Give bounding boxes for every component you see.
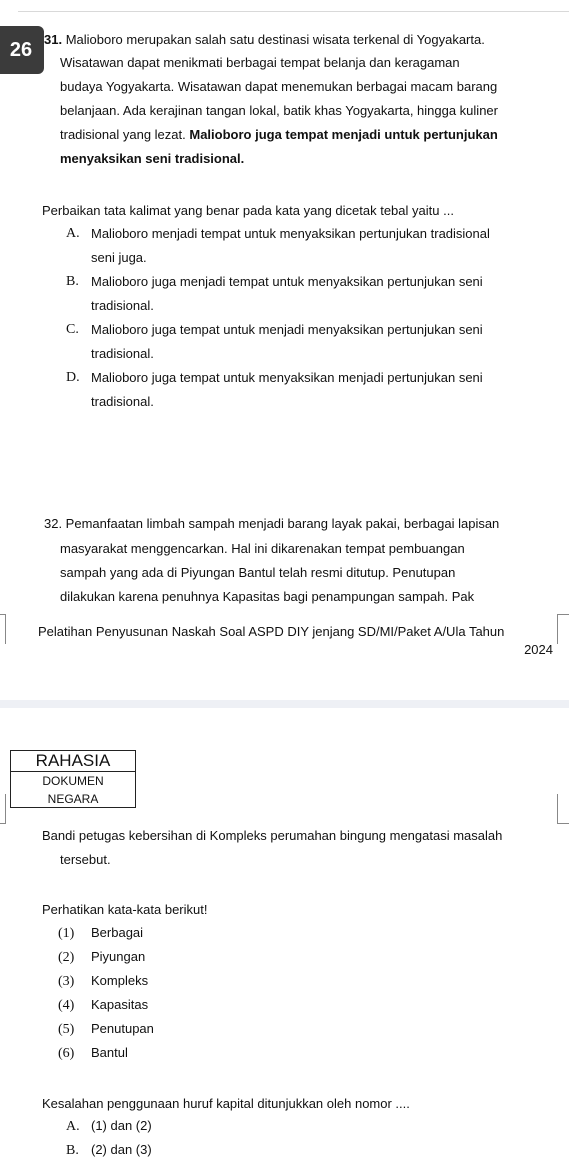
word-item-1 — [58, 925, 143, 942]
word-text: Bantul — [91, 1045, 128, 1060]
q31-text-5: tradisional yang lezat. — [60, 127, 186, 142]
word-number: (4) — [58, 998, 75, 1013]
option-letter: D. — [66, 370, 80, 385]
word-item-4 — [58, 997, 148, 1014]
crop-mark-left — [0, 614, 6, 644]
word-item-2 — [58, 949, 145, 966]
option-text-1: Malioboro juga tempat untuk menjadi menyaksikan pertunjukan seni — [91, 322, 483, 337]
crop-mark-right-bottom — [557, 794, 569, 824]
page-number-badge: 26 — [0, 26, 44, 74]
option-text-2: seni juga. — [91, 250, 147, 265]
option-text-1: Malioboro juga tempat untuk menyaksikan menjadi pertunjukan seni — [91, 370, 483, 385]
option-text: (1) dan (2) — [91, 1118, 152, 1133]
footer-year: 2024 — [524, 642, 553, 657]
option-letter: C. — [66, 322, 79, 337]
word-number: (5) — [58, 1022, 75, 1037]
top-divider — [18, 11, 569, 12]
q31-line-4: belanjaan. Ada kerajinan tangan lokal, batik khas Yogyakarta, hingga kuliner — [60, 103, 498, 118]
page-footer: Pelatihan Penyusunan Naskah Soal ASPD DIY jenjang SD/MI/Paket A/Ula Tahun — [38, 624, 505, 639]
option-letter: B. — [66, 274, 79, 289]
option-letter: B. — [66, 1143, 79, 1158]
option-text-2: tradisional. — [91, 298, 154, 313]
option-text-1: Malioboro juga menjadi tempat untuk menyaksikan pertunjukan seni — [91, 274, 483, 289]
word-item-6 — [58, 1045, 128, 1062]
option-letter: A. — [66, 1119, 80, 1134]
word-text: Penutupan — [91, 1021, 154, 1036]
option-text-1: Malioboro menjadi tempat untuk menyaksikan pertunjukan tradisional — [91, 226, 490, 241]
word-item-3 — [58, 973, 148, 990]
word-number: (2) — [58, 950, 75, 965]
crop-mark-left-bottom — [0, 794, 6, 824]
q31-line-5 — [60, 128, 498, 141]
option-text: (2) dan (3) — [91, 1142, 152, 1157]
word-text: Berbagai — [91, 925, 144, 940]
q32-option-b[interactable] — [66, 1142, 152, 1159]
q32-line-4: dilakukan karena penuhnya Kapasitas bagi penampungan sampah. Pak — [60, 589, 475, 604]
crop-mark-right — [557, 614, 569, 644]
q32-line-2: masyarakat menggencarkan. Hal ini dikarenakan tempat pembuangan — [60, 541, 465, 556]
option-text-2: tradisional. — [91, 346, 154, 361]
stamp-line-1: RAHASIA — [11, 751, 135, 772]
q32-question: Kesalahan penggunaan huruf kapital ditunjukkan oleh nomor .... — [42, 1096, 410, 1111]
option-letter: A. — [66, 226, 80, 241]
classification-stamp — [10, 750, 136, 808]
q32-option-a[interactable] — [66, 1118, 152, 1135]
q32-cont-line-1: Bandi petugas kebersihan di Kompleks perumahan bingung mengatasi masalah — [42, 828, 503, 843]
q32-prompt: Perhatikan kata-kata berikut! — [42, 902, 208, 917]
option-text-2: tradisional. — [91, 394, 154, 409]
stamp-line-3: NEGARA — [47, 792, 99, 806]
q31-line-3: budaya Yogyakarta. Wisatawan dapat menemukan berbagai macam barang — [60, 79, 498, 94]
q31-bold-last: menyaksikan seni tradisional. — [60, 151, 245, 166]
q32-line-1: 32. Pemanfaatan limbah sampah menjadi barang layak pakai, berbagai lapisan — [44, 516, 500, 531]
q31-number: 31. — [44, 32, 63, 47]
q32-cont-line-2: tersebut. — [60, 852, 111, 867]
word-number: (6) — [58, 1046, 75, 1061]
stamp-line-2: DOKUMEN — [42, 774, 104, 788]
q32-line-3: sampah yang ada di Piyungan Bantul telah resmi ditutup. Penutupan — [60, 565, 456, 580]
word-text: Kapasitas — [91, 997, 149, 1012]
word-number: (3) — [58, 974, 75, 989]
word-item-5 — [58, 1021, 154, 1038]
q31-line-2: Wisatawan dapat menikmati berbagai tempat belanja dan keragaman — [60, 55, 460, 70]
word-text: Kompleks — [91, 973, 149, 988]
q31-bold-inline: Malioboro juga tempat menjadi untuk pertunjukan — [189, 127, 498, 142]
word-text: Piyungan — [91, 949, 146, 964]
word-number: (1) — [58, 926, 75, 941]
page-break — [0, 700, 569, 708]
q31-prompt: Perbaikan tata kalimat yang benar pada kata yang dicetak tebal yaitu ... — [42, 203, 454, 218]
q31-line-1 — [44, 32, 485, 47]
q31-text-1: Malioboro merupakan salah satu destinasi wisata terkenal di Yogyakarta. — [65, 32, 485, 47]
